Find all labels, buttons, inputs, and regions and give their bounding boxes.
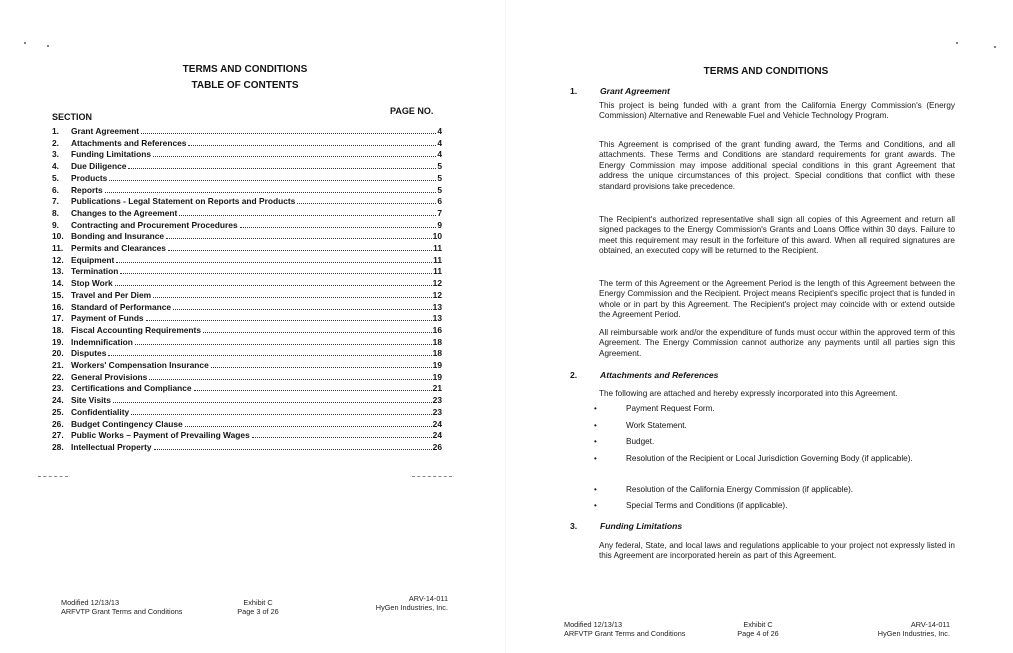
toc-entry-page: 24 [432, 418, 442, 429]
footer-center-block [228, 598, 288, 616]
toc-entry-number: 14. [52, 278, 64, 289]
bullet-icon: • [594, 501, 597, 510]
toc-entry-title: Travel and Per Diem [71, 289, 152, 300]
list-item-text: Special Terms and Conditions (if applicable). [626, 501, 788, 510]
paragraph-1: This project is being funded with a grant from the California Energy Commission's (Energy Commission) Alternative and Renewable Fuel and Vehicle Technology Program. [599, 101, 955, 121]
toc-entry-page: 19 [432, 371, 442, 382]
list-item-text: Work Statement. [626, 421, 687, 430]
toc-entry[interactable] [52, 137, 442, 148]
toc-entry-number: 28. [52, 441, 64, 452]
toc-page-title: TERMS AND CONDITIONS [182, 64, 308, 75]
toc-entry[interactable] [52, 148, 442, 159]
toc-entry[interactable] [52, 336, 442, 347]
toc-entry-page: 23 [432, 406, 442, 417]
toc-entry-number: 25. [52, 406, 64, 417]
toc-leader-dots [153, 156, 436, 157]
footer-company: HyGen Industries, Inc. [375, 603, 448, 612]
bullet-icon: • [594, 404, 597, 413]
scan-speck [994, 46, 996, 48]
section-1-number: 1. [570, 86, 578, 96]
toc-subtitle: TABLE OF CONTENTS [191, 80, 299, 91]
toc-entry-number: 20. [52, 348, 64, 359]
toc-entry-page: 5 [437, 161, 442, 172]
toc-entry-number: 4. [52, 161, 59, 172]
toc-entry-title: Grant Agreement [71, 126, 140, 136]
footer-page: Page 4 of 26 [737, 629, 779, 638]
toc-entry-title: Disputes [71, 348, 107, 359]
toc-leader-dots [185, 426, 432, 427]
toc-entry[interactable] [52, 324, 442, 335]
toc-entry-title: Workers' Compensation Insurance [71, 360, 209, 370]
toc-entry-page: 13 [432, 313, 442, 324]
toc-entry-page: 4 [437, 126, 442, 136]
footer-agreement: ARV-14-011 [408, 594, 448, 603]
toc-entry-number: 2. [52, 137, 59, 148]
toc-leader-dots [173, 309, 432, 310]
toc-entry-title: Publications - Legal Statement on Reports and Products [71, 196, 296, 207]
toc-leader-dots [109, 180, 436, 181]
scan-mark [412, 476, 452, 477]
toc-leader-dots [149, 379, 431, 380]
toc-entry-page: 24 [432, 430, 442, 441]
section-column-header: SECTION [52, 112, 93, 122]
toc-entry-title: Due Diligence [71, 161, 127, 172]
toc-entry-number: 16. [52, 301, 64, 312]
toc-entry[interactable] [52, 301, 442, 312]
toc-entry-number: 24. [52, 395, 64, 406]
toc-entry[interactable] [52, 312, 442, 323]
toc-entry[interactable] [52, 172, 442, 183]
bullet-icon: • [594, 437, 597, 446]
toc-entry[interactable] [52, 418, 442, 429]
toc-entry[interactable] [52, 219, 442, 230]
footer-program: ARFVTP Grant Terms and Conditions [564, 629, 686, 638]
paragraph-2: This Agreement is comprised of the grant funding award, the Terms and Conditions, and all attachments. These Terms and Conditions are standard requirements for grant awards. The Energy Commission may impose additional special conditions in this grant Agreement that address the unique circumstances of this project. Special conditions that conflict with these standard provisions take precedence. [599, 140, 955, 191]
footer-left-block [564, 620, 685, 638]
toc-entry-title: Bonding and Insurance [71, 231, 165, 242]
toc-entry-title: Payment of Funds [71, 313, 144, 324]
toc-leader-dots [203, 332, 432, 333]
toc-entry-number: 6. [52, 184, 59, 195]
toc-entry[interactable] [52, 254, 442, 265]
toc-entry-title: Funding Limitations [71, 149, 152, 160]
toc-leader-dots [120, 273, 432, 274]
footer-modified: Modified 12/13/13 [564, 620, 623, 629]
toc-entry-number: 27. [52, 430, 64, 441]
list-item-text: Resolution of the Recipient or Local Jurisdiction Governing Body (if applicable). [626, 454, 913, 463]
toc-entry[interactable] [52, 289, 442, 300]
toc-entry-title: Public Works – Payment of Prevailing Wages [71, 430, 250, 441]
left-page [0, 0, 506, 653]
scan-speck [24, 42, 26, 44]
toc-leader-dots [179, 215, 436, 216]
toc-entry-page: 9 [437, 219, 442, 230]
list-item-text: Payment Request Form. [626, 404, 715, 413]
toc-entry-title: Budget Contingency Clause [71, 418, 183, 429]
toc-entry-title: Products [71, 172, 108, 183]
toc-entry[interactable] [52, 242, 442, 253]
toc-entry-number: 12. [52, 254, 64, 265]
toc-entry-page: 11 [433, 254, 442, 265]
toc-entry-page: 4 [437, 137, 442, 148]
toc-entry-page: 16 [432, 324, 442, 335]
paragraph-7: Any federal, State, and local laws and regulations applicable to your project not expressly listed in this Agreement are incorporated herein as part of this Agreement. [599, 541, 955, 561]
toc-entry-title: Contracting and Procurement Procedures [71, 219, 238, 230]
toc-leader-dots [188, 145, 436, 146]
section-2-number: 2. [570, 370, 578, 380]
toc-entry[interactable] [52, 160, 442, 171]
toc-entry-title: Equipment [71, 254, 115, 265]
paragraph-4: The term of this Agreement or the Agreement Period is the length of this Agreement between the Energy Commission and the Recipient. Project means Recipient's specific project that is funded in whole or in part by this Agreement. The Recipient's project may coincide with or extend outside the Agreement Period. [599, 279, 955, 320]
toc-entry-title: Intellectual Property [71, 441, 152, 452]
toc-entry-title: Attachments and References [71, 137, 187, 148]
paragraph-3: The Recipient's authorized representative shall sign all copies of this Agreement and return all signed packages to the Energy Commission's Grants and Loans Office within 30 days. Failure to meet this requirement may result in the forfeiture of this award. When all required signatures are obtained, an executed copy will be returned to the Recipient. [599, 215, 955, 256]
toc-entry[interactable] [52, 441, 442, 452]
footer-program: ARFVTP Grant Terms and Conditions [61, 607, 183, 616]
toc-entry-number: 21. [52, 360, 64, 370]
paragraph-5: All reimbursable work and/or the expenditure of funds must occur within the approved term of this Agreement. The Energy Commission cannot authorize any payments until all parties sign this Agreement. [599, 328, 955, 358]
toc-entry-number: 3. [52, 149, 59, 160]
paragraph-6: The following are attached and hereby expressly incorporated into this Agreement. [599, 389, 898, 398]
toc-entry[interactable] [52, 382, 442, 393]
toc-entry-page: 23 [432, 395, 442, 406]
toc-leader-dots [168, 250, 432, 251]
footer-right-block [868, 620, 950, 638]
toc-entry-title: Termination [71, 266, 119, 277]
toc-entry-title: Confidentiality [71, 406, 130, 417]
toc-entry-page: 13 [432, 301, 442, 312]
toc-entry[interactable] [52, 195, 442, 206]
footer-right-block [370, 594, 448, 612]
toc-entry-number: 1. [52, 126, 59, 136]
terms-title: TERMS AND CONDITIONS [703, 66, 829, 77]
scan-speck [956, 42, 958, 44]
toc-entry-page: 5 [437, 184, 442, 195]
toc-leader-dots [153, 297, 432, 298]
toc-entry-number: 18. [52, 324, 64, 335]
toc-entry-page: 11 [433, 243, 442, 253]
footer-exhibit: Exhibit C [243, 598, 273, 607]
toc-entry-page: 21 [432, 383, 442, 394]
toc-entry-page: 11 [433, 266, 442, 277]
toc-entry-page: 18 [432, 348, 442, 359]
toc-entry-number: 5. [52, 172, 59, 183]
toc-leader-dots [166, 238, 432, 239]
toc-entry-number: 17. [52, 313, 64, 324]
toc-leader-dots [252, 437, 432, 438]
footer-company: HyGen Industries, Inc. [877, 629, 950, 638]
footer-exhibit: Exhibit C [743, 620, 773, 629]
footer-left-block [61, 598, 182, 616]
toc-entry[interactable] [52, 347, 442, 358]
toc-leader-dots [116, 262, 432, 263]
toc-entry-number: 22. [52, 371, 64, 382]
toc-leader-dots [297, 203, 436, 204]
toc-entry[interactable] [52, 265, 442, 276]
toc-entry-page: 4 [437, 149, 442, 160]
toc-leader-dots [211, 367, 432, 368]
toc-leader-dots [131, 414, 432, 415]
toc-entry[interactable] [52, 184, 442, 195]
toc-entry-title: Fiscal Accounting Requirements [71, 324, 201, 335]
toc-entry-page: 19 [432, 360, 442, 370]
footer-center-block [728, 620, 788, 638]
list-item-text: Resolution of the California Energy Commission (if applicable). [626, 485, 854, 494]
toc-entry-title: Changes to the Agreement [71, 207, 178, 218]
toc-entry-number: 15. [52, 289, 64, 300]
toc-leader-dots [240, 227, 437, 228]
list-item-text: Budget. [626, 437, 655, 446]
scan-mark [38, 476, 68, 477]
toc-entry[interactable] [52, 359, 442, 370]
right-page [506, 0, 1013, 653]
toc-entry-title: Stop Work [71, 278, 113, 289]
footer-modified: Modified 12/13/13 [61, 598, 120, 607]
toc-entry-title: Certifications and Compliance [71, 383, 192, 394]
section-3-number: 3. [570, 521, 578, 531]
scan-speck [47, 45, 49, 47]
toc-entry-title: Site Visits [71, 395, 111, 406]
toc-entry-title: Permits and Clearances [71, 243, 166, 253]
toc-entry-number: 19. [52, 336, 64, 347]
toc-entry[interactable] [52, 371, 442, 382]
toc-entry-title: Reports [71, 184, 103, 195]
section-3-title: Funding Limitations [600, 521, 683, 531]
toc-entry-number: 7. [52, 196, 59, 207]
toc-entry[interactable] [52, 207, 442, 218]
toc-entry-title: Indemnification [71, 336, 133, 347]
toc-entry-number: 26. [52, 418, 64, 429]
toc-entry[interactable] [52, 125, 442, 136]
toc-entry-page: 6 [437, 196, 442, 207]
footer-page: Page 3 of 26 [237, 607, 279, 616]
toc-entry-page: 5 [437, 172, 442, 183]
toc-entry-page: 12 [432, 289, 442, 300]
toc-leader-dots [105, 192, 437, 193]
toc-leader-dots [113, 402, 432, 403]
toc-entry-number: 9. [52, 219, 59, 230]
section-2-title: Attachments and References [600, 370, 719, 380]
toc-leader-dots [141, 133, 436, 134]
toc-entry-title: Standard of Performance [71, 301, 172, 312]
toc-leader-dots [128, 168, 436, 169]
toc-entry[interactable] [52, 406, 442, 417]
toc-entry-title: General Provisions [71, 371, 148, 382]
toc-entry-number: 23. [52, 383, 64, 394]
toc-entry[interactable] [52, 277, 442, 288]
bullet-icon: • [594, 485, 597, 494]
toc-entry-number: 13. [52, 266, 64, 277]
toc-entry-page: 18 [432, 336, 442, 347]
toc-leader-dots [194, 390, 432, 391]
toc-entry[interactable] [52, 230, 442, 241]
toc-entry-page: 26 [432, 441, 442, 452]
toc-leader-dots [108, 355, 431, 356]
bullet-icon: • [594, 454, 597, 463]
toc-entry[interactable] [52, 394, 442, 405]
toc-entry-page: 12 [432, 278, 442, 289]
toc-entry-number: 11. [52, 243, 64, 253]
bullet-icon: • [594, 421, 597, 430]
toc-entry[interactable] [52, 429, 442, 440]
toc-leader-dots [115, 285, 432, 286]
toc-entry-number: 10. [52, 231, 64, 242]
footer-agreement: ARV-14-011 [910, 620, 950, 629]
section-1-title: Grant Agreement [600, 86, 670, 96]
toc-leader-dots [146, 320, 432, 321]
toc-entry-page: 7 [437, 207, 442, 218]
toc-entry-number: 8. [52, 207, 59, 218]
toc-leader-dots [154, 449, 432, 450]
toc-entry-page: 10 [432, 231, 442, 242]
page-column-header: PAGE NO. [390, 106, 434, 116]
toc-leader-dots [135, 344, 432, 345]
